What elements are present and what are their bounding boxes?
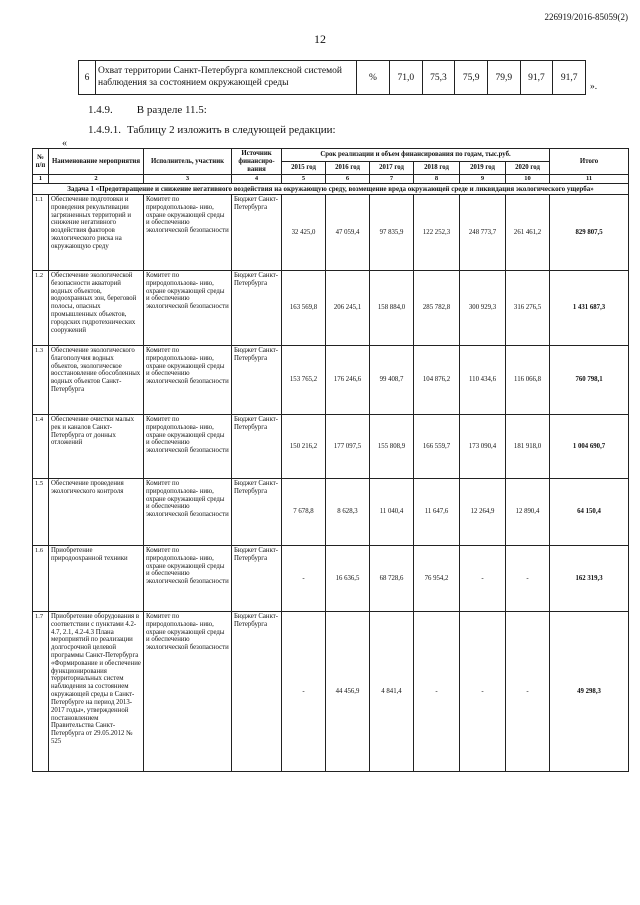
table-row xyxy=(33,611,629,771)
activity-name: Приобретение природоохранной техники xyxy=(49,545,144,611)
year-value: 248 773,7 xyxy=(460,194,506,270)
year-value: 104 876,2 xyxy=(414,345,460,414)
row-index: 1.6 xyxy=(33,545,49,611)
year-value: 44 456,9 xyxy=(326,611,370,771)
column-number: 8 xyxy=(414,175,460,183)
executor: Комитет по природопользова- нию, охране окружающей среды и обеспечению экологической безопасности xyxy=(144,414,232,478)
header-year: 2016 год xyxy=(326,162,370,175)
year-value: 261 461,2 xyxy=(506,194,550,270)
header-num: № п/п xyxy=(33,149,49,175)
row-total: 49 298,3 xyxy=(550,611,629,771)
value-cell: 91,7 xyxy=(553,61,586,95)
value-cell: 75,9 xyxy=(455,61,488,95)
year-value: 97 835,9 xyxy=(370,194,414,270)
year-value: - xyxy=(506,611,550,771)
year-value: 166 559,7 xyxy=(414,414,460,478)
activity-name: Обеспечение проведения экологического контроля xyxy=(49,478,144,545)
year-value: 110 434,6 xyxy=(460,345,506,414)
year-value: 11 647,6 xyxy=(414,478,460,545)
activity-name: Обеспечение экологической безопасности акваторий водных объектов, водоохранных зон, береговой полосы, опасных промышленных объектов, городских гидротехнических сооружений xyxy=(49,270,144,345)
row-total: 1 431 687,3 xyxy=(550,270,629,345)
year-value: 158 884,0 xyxy=(370,270,414,345)
header-year: 2020 год xyxy=(506,162,550,175)
header-year: 2019 год xyxy=(460,162,506,175)
row-index: 1.1 xyxy=(33,194,49,270)
year-value: 316 276,5 xyxy=(506,270,550,345)
task-row xyxy=(33,183,629,194)
row-index: 1.7 xyxy=(33,611,49,771)
year-value: 285 782,8 xyxy=(414,270,460,345)
year-value: - xyxy=(506,545,550,611)
year-value: - xyxy=(414,611,460,771)
executor: Комитет по природопользова- нию, охране окружающей среды и обеспечению экологической безопасности xyxy=(144,478,232,545)
header-source: Источник финансиро- вания xyxy=(232,149,282,175)
year-value: 47 059,4 xyxy=(326,194,370,270)
executor: Комитет по природопользова- нию, охране окружающей среды и обеспечению экологической безопасности xyxy=(144,545,232,611)
header-year: 2015 год xyxy=(282,162,326,175)
funding-source: Бюджет Санкт- Петербурга xyxy=(232,194,282,270)
executor: Комитет по природопользова- нию, охране окружающей среды и обеспечению экологической безопасности xyxy=(144,270,232,345)
table-header-row xyxy=(33,149,629,162)
opening-quote: « xyxy=(62,138,67,149)
row-index: 1.3 xyxy=(33,345,49,414)
column-number: 3 xyxy=(144,175,232,183)
row-total: 760 798,1 xyxy=(550,345,629,414)
column-number: 5 xyxy=(282,175,326,183)
year-value: 7 678,8 xyxy=(282,478,326,545)
table-row xyxy=(33,545,629,611)
year-value: 150 216,2 xyxy=(282,414,326,478)
table-row xyxy=(33,345,629,414)
row-index: 1.4 xyxy=(33,414,49,478)
year-value: 99 408,7 xyxy=(370,345,414,414)
header-name: Наименование мероприятия xyxy=(49,149,144,175)
section-text: В разделе 11.5: xyxy=(136,104,207,116)
row-total: 162 319,3 xyxy=(550,545,629,611)
funding-source: Бюджет Санкт- Петербурга xyxy=(232,414,282,478)
executor: Комитет по природопользова- нию, охране окружающей среды и обеспечению экологической безопасности xyxy=(144,194,232,270)
funding-source: Бюджет Санкт- Петербурга xyxy=(232,478,282,545)
continued-indicator-table xyxy=(78,60,586,95)
year-value: 153 765,2 xyxy=(282,345,326,414)
year-value: 206 245,1 xyxy=(326,270,370,345)
activity-name: Обеспечение подготовки и проведения рекультивации загрязненных территорий и снижение негативного воздействия факторов экологического риска на окружающую среду xyxy=(49,194,144,270)
year-value: 12 264,9 xyxy=(460,478,506,545)
row-total: 1 004 690,7 xyxy=(550,414,629,478)
column-number: 7 xyxy=(370,175,414,183)
table-row xyxy=(33,478,629,545)
subsection-heading xyxy=(88,124,336,136)
funding-source: Бюджет Санкт- Петербурга xyxy=(232,270,282,345)
row-number: 6 xyxy=(79,61,96,95)
year-value: 300 929,3 xyxy=(460,270,506,345)
table-row xyxy=(33,270,629,345)
header-year: 2017 год xyxy=(370,162,414,175)
table-row xyxy=(33,194,629,270)
column-number: 11 xyxy=(550,175,629,183)
year-value: 176 246,6 xyxy=(326,345,370,414)
activity-name: Приобретение оборудования в соответствии с пунктами 4.2-4.7, 2.1, 4.2-4.3 Плана мероприятий по реализации долгосрочной целевой программы Санкт-Петербурга «Формирование и обеспечение функционирования территориальных систем наблюдения за состоянием окружающей среды в Санкт-Петербурге на период 2013-2017 годы», утвержденной постановлением Правительства Санкт-Петербурга от 29.05.2012 № 525 xyxy=(49,611,144,771)
section-heading xyxy=(88,104,207,116)
row-total: 829 807,5 xyxy=(550,194,629,270)
section-number: 1.4.9. xyxy=(88,104,113,116)
funding-table xyxy=(32,148,629,772)
year-value: 8 628,3 xyxy=(326,478,370,545)
indicator-text: Охват территории Санкт-Петербурга комплексной системой наблюдения за состоянием окружающей среды xyxy=(96,61,357,95)
value-cell: 91,7 xyxy=(520,61,553,95)
year-value: 12 890,4 xyxy=(506,478,550,545)
column-number: 6 xyxy=(326,175,370,183)
column-number: 4 xyxy=(232,175,282,183)
value-cell: 79,9 xyxy=(487,61,520,95)
year-value: 173 090,4 xyxy=(460,414,506,478)
value-cell: 75,3 xyxy=(422,61,455,95)
page-number: 12 xyxy=(314,32,326,46)
column-number: 2 xyxy=(49,175,144,183)
funding-source: Бюджет Санкт- Петербурга xyxy=(232,611,282,771)
year-value: 177 097,5 xyxy=(326,414,370,478)
funding-source: Бюджет Санкт- Петербурга xyxy=(232,345,282,414)
subsection-number: 1.4.9.1. xyxy=(88,124,121,136)
executor: Комитет по природопользова- нию, охране окружающей среды и обеспечению экологической безопасности xyxy=(144,345,232,414)
year-value: - xyxy=(460,611,506,771)
year-value: 16 636,5 xyxy=(326,545,370,611)
year-value: 68 728,6 xyxy=(370,545,414,611)
row-index: 1.2 xyxy=(33,270,49,345)
document-id: 226919/2016-85059(2) xyxy=(544,12,628,22)
executor: Комитет по природопользова- нию, охране окружающей среды и обеспечению экологической безопасности xyxy=(144,611,232,771)
activity-name: Обеспечение очистки малых рек и каналов Санкт-Петербурга от донных отложений xyxy=(49,414,144,478)
row-total: 64 150,4 xyxy=(550,478,629,545)
year-value: 181 918,0 xyxy=(506,414,550,478)
activity-name: Обеспечение экологического благополучия водных объектов, экологическое восстановление обособленных водных объектов Санкт-Петербурга xyxy=(49,345,144,414)
year-value: 4 841,4 xyxy=(370,611,414,771)
year-value: 32 425,0 xyxy=(282,194,326,270)
year-value: - xyxy=(282,611,326,771)
year-value: - xyxy=(460,545,506,611)
header-total: Итого xyxy=(550,149,629,175)
year-value: 11 040,4 xyxy=(370,478,414,545)
header-executor: Исполнитель, участник xyxy=(144,149,232,175)
year-value: 116 066,8 xyxy=(506,345,550,414)
column-number-row xyxy=(33,175,629,183)
funding-source: Бюджет Санкт- Петербурга xyxy=(232,545,282,611)
column-number: 1 xyxy=(33,175,49,183)
value-cell: 71,0 xyxy=(390,61,423,95)
subsection-text: Таблицу 2 изложить в следующей редакции: xyxy=(127,124,336,136)
header-year: 2018 год xyxy=(414,162,460,175)
unit-cell: % xyxy=(357,61,390,95)
year-value: 76 954,2 xyxy=(414,545,460,611)
year-value: - xyxy=(282,545,326,611)
table-row xyxy=(33,414,629,478)
row-index: 1.5 xyxy=(33,478,49,545)
column-number: 10 xyxy=(506,175,550,183)
column-number: 9 xyxy=(460,175,506,183)
task-title: Задача 1 «Предотвращение и снижение негативного воздействия на окружающую среду, возмещение вреда окружающей среде и ликвидация экологического ущерба» xyxy=(33,183,629,194)
year-value: 163 569,8 xyxy=(282,270,326,345)
year-value: 122 252,3 xyxy=(414,194,460,270)
table-row xyxy=(79,61,586,95)
year-value: 155 808,9 xyxy=(370,414,414,478)
header-period: Срок реализации и объем финансирования по годам, тыс.руб. xyxy=(282,149,550,162)
closing-quote: ». xyxy=(590,82,598,92)
